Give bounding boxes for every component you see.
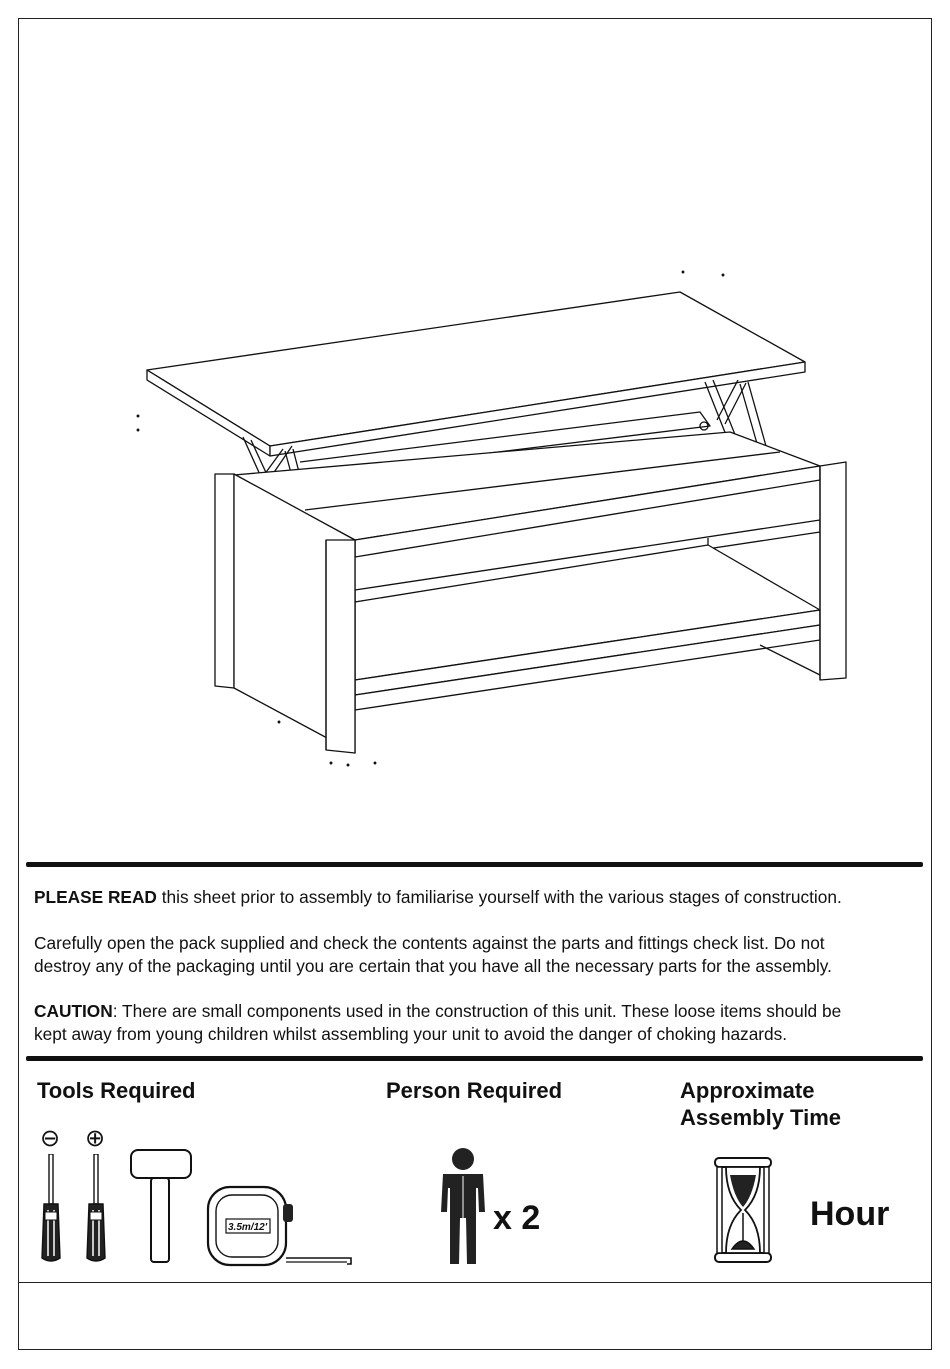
flathead-symbol: ⊖ bbox=[40, 1124, 61, 1152]
open-pack-paragraph bbox=[34, 932, 914, 978]
tools-required-title: Tools Required bbox=[37, 1078, 196, 1103]
caution-line2: kept away from young children whilst assembling your unit to avoid the danger of choking hazards. bbox=[34, 1024, 788, 1044]
caution-line1: : There are small components used in the construction of this unit. These loose items should be bbox=[112, 1001, 842, 1021]
assembly-time-unit: Hour bbox=[810, 1195, 890, 1233]
person-icon bbox=[437, 1146, 489, 1266]
caution-bold: CAUTION bbox=[34, 1001, 113, 1021]
top-divider bbox=[26, 862, 923, 867]
hourglass-icon bbox=[712, 1155, 774, 1265]
person-count: x 2 bbox=[493, 1199, 541, 1237]
assembly-time-title bbox=[680, 1077, 841, 1131]
please-read-text: this sheet prior to assembly to familiarise yourself with the various stages of construction. bbox=[156, 887, 842, 907]
bottom-divider bbox=[26, 1056, 923, 1061]
flathead-screwdriver-icon bbox=[36, 1154, 66, 1266]
person-required-title: Person Required bbox=[386, 1078, 563, 1103]
phillips-screwdriver-icon bbox=[81, 1154, 111, 1266]
footer-divider bbox=[18, 1282, 932, 1283]
assembly-time-line2: Assembly Time bbox=[680, 1105, 842, 1130]
please-read-bold: PLEASE READ bbox=[34, 887, 157, 907]
assembly-time-line1: Approximate bbox=[680, 1078, 815, 1103]
tape-measure-label: 3.5m/12' bbox=[228, 1222, 268, 1233]
open-pack-line2: destroy any of the packaging until you are certain that you have all the necessary parts for the assembly. bbox=[34, 956, 832, 976]
phillips-symbol: ⊕ bbox=[85, 1124, 106, 1152]
open-pack-line1: Carefully open the pack supplied and check the contents against the parts and fittings check list. Do not bbox=[34, 933, 825, 953]
coffee-table-illustration bbox=[120, 255, 850, 775]
hammer-icon bbox=[128, 1144, 194, 1266]
please-read-paragraph bbox=[34, 886, 914, 909]
caution-paragraph bbox=[34, 1000, 914, 1046]
